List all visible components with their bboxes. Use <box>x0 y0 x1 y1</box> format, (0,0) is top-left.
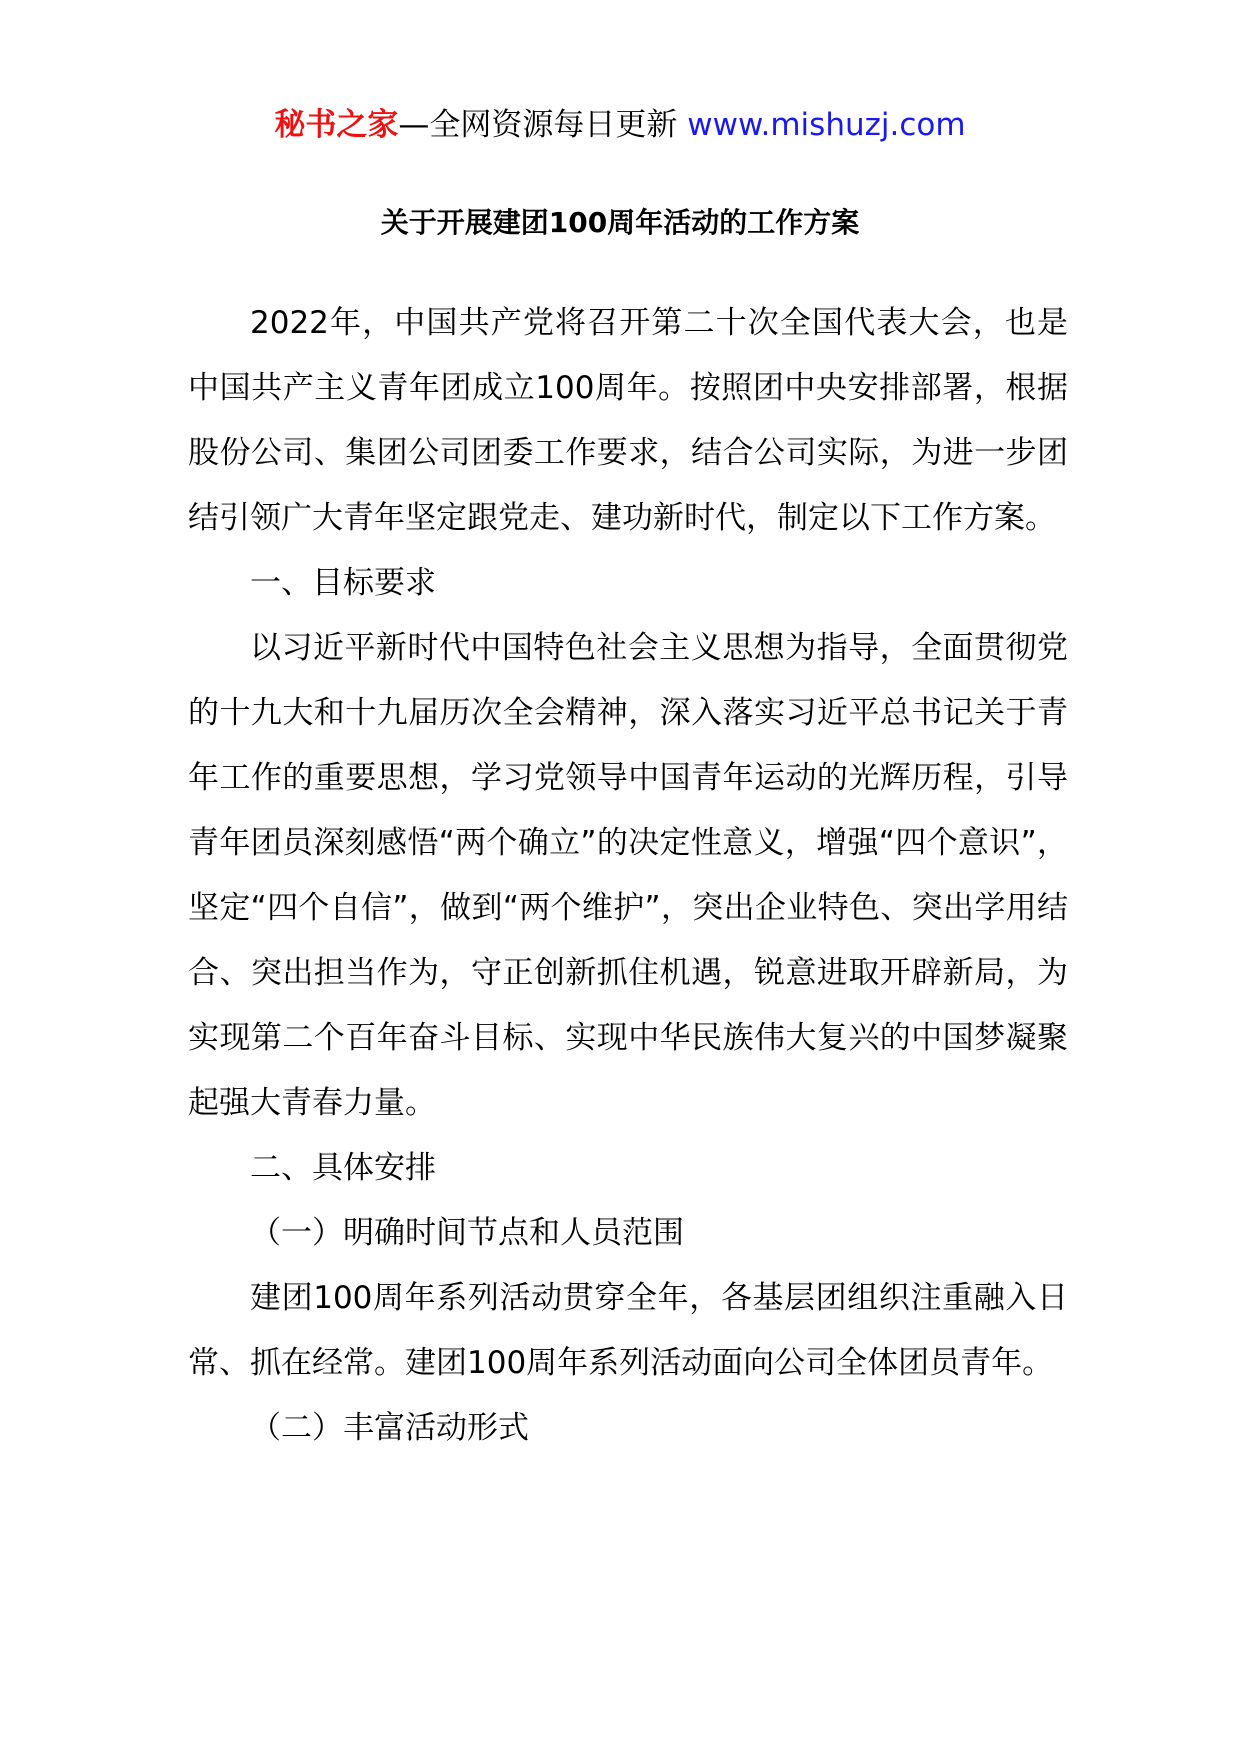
section-heading-arrangements: 二、具体安排 <box>250 1150 436 1186</box>
document-body <box>188 291 1068 1461</box>
site-brand: 秘书之家 <box>274 107 399 143</box>
paragraph-intro: 2022年，中国共产党将召开第二十次全国代表大会，也是中国共产主义青年团成立100周年。按照团中央安排部署，根据股份公司、集团公司团委工作要求，结合公司实际，为进一步团结引领广大青年坚定跟党走、建功新时代，制定以下工作方案。 <box>188 305 1068 536</box>
site-slogan: —全网资源每日更新 <box>398 107 688 143</box>
paragraph-timeline: 建团100周年系列活动贯穿全年，各基层团组织注重融入日常、抓在经常。建团100周年系列活动面向公司全体团员青年。 <box>188 1280 1068 1381</box>
site-header <box>0 100 1240 150</box>
subsection-heading-timeline: （一）明确时间节点和人员范围 <box>250 1215 684 1251</box>
subsection-heading-activities: （二）丰富活动形式 <box>250 1410 529 1446</box>
site-url-link[interactable]: www.mishuzj.com <box>687 107 966 143</box>
document-title: 关于开展建团100周年活动的工作方案 <box>380 206 860 239</box>
section-heading-goals: 一、目标要求 <box>250 565 436 601</box>
paragraph-goals: 以习近平新时代中国特色社会主义思想为指导，全面贯彻党的十九大和十九届历次全会精神，深入落实习近平总书记关于青年工作的重要思想，学习党领导中国青年运动的光辉历程，引导青年团员深刻感悟“两个确立”的决定性意义，增强“四个意识”，坚定“四个自信”，做到“两个维护”，突出企业特色、突出学用结合、突出担当作为，守正创新抓住机遇，锐意进取开辟新局，为实现第二个百年奋斗目标、实现中华民族伟大复兴的中国梦凝聚起强大青春力量。 <box>188 630 1068 1121</box>
